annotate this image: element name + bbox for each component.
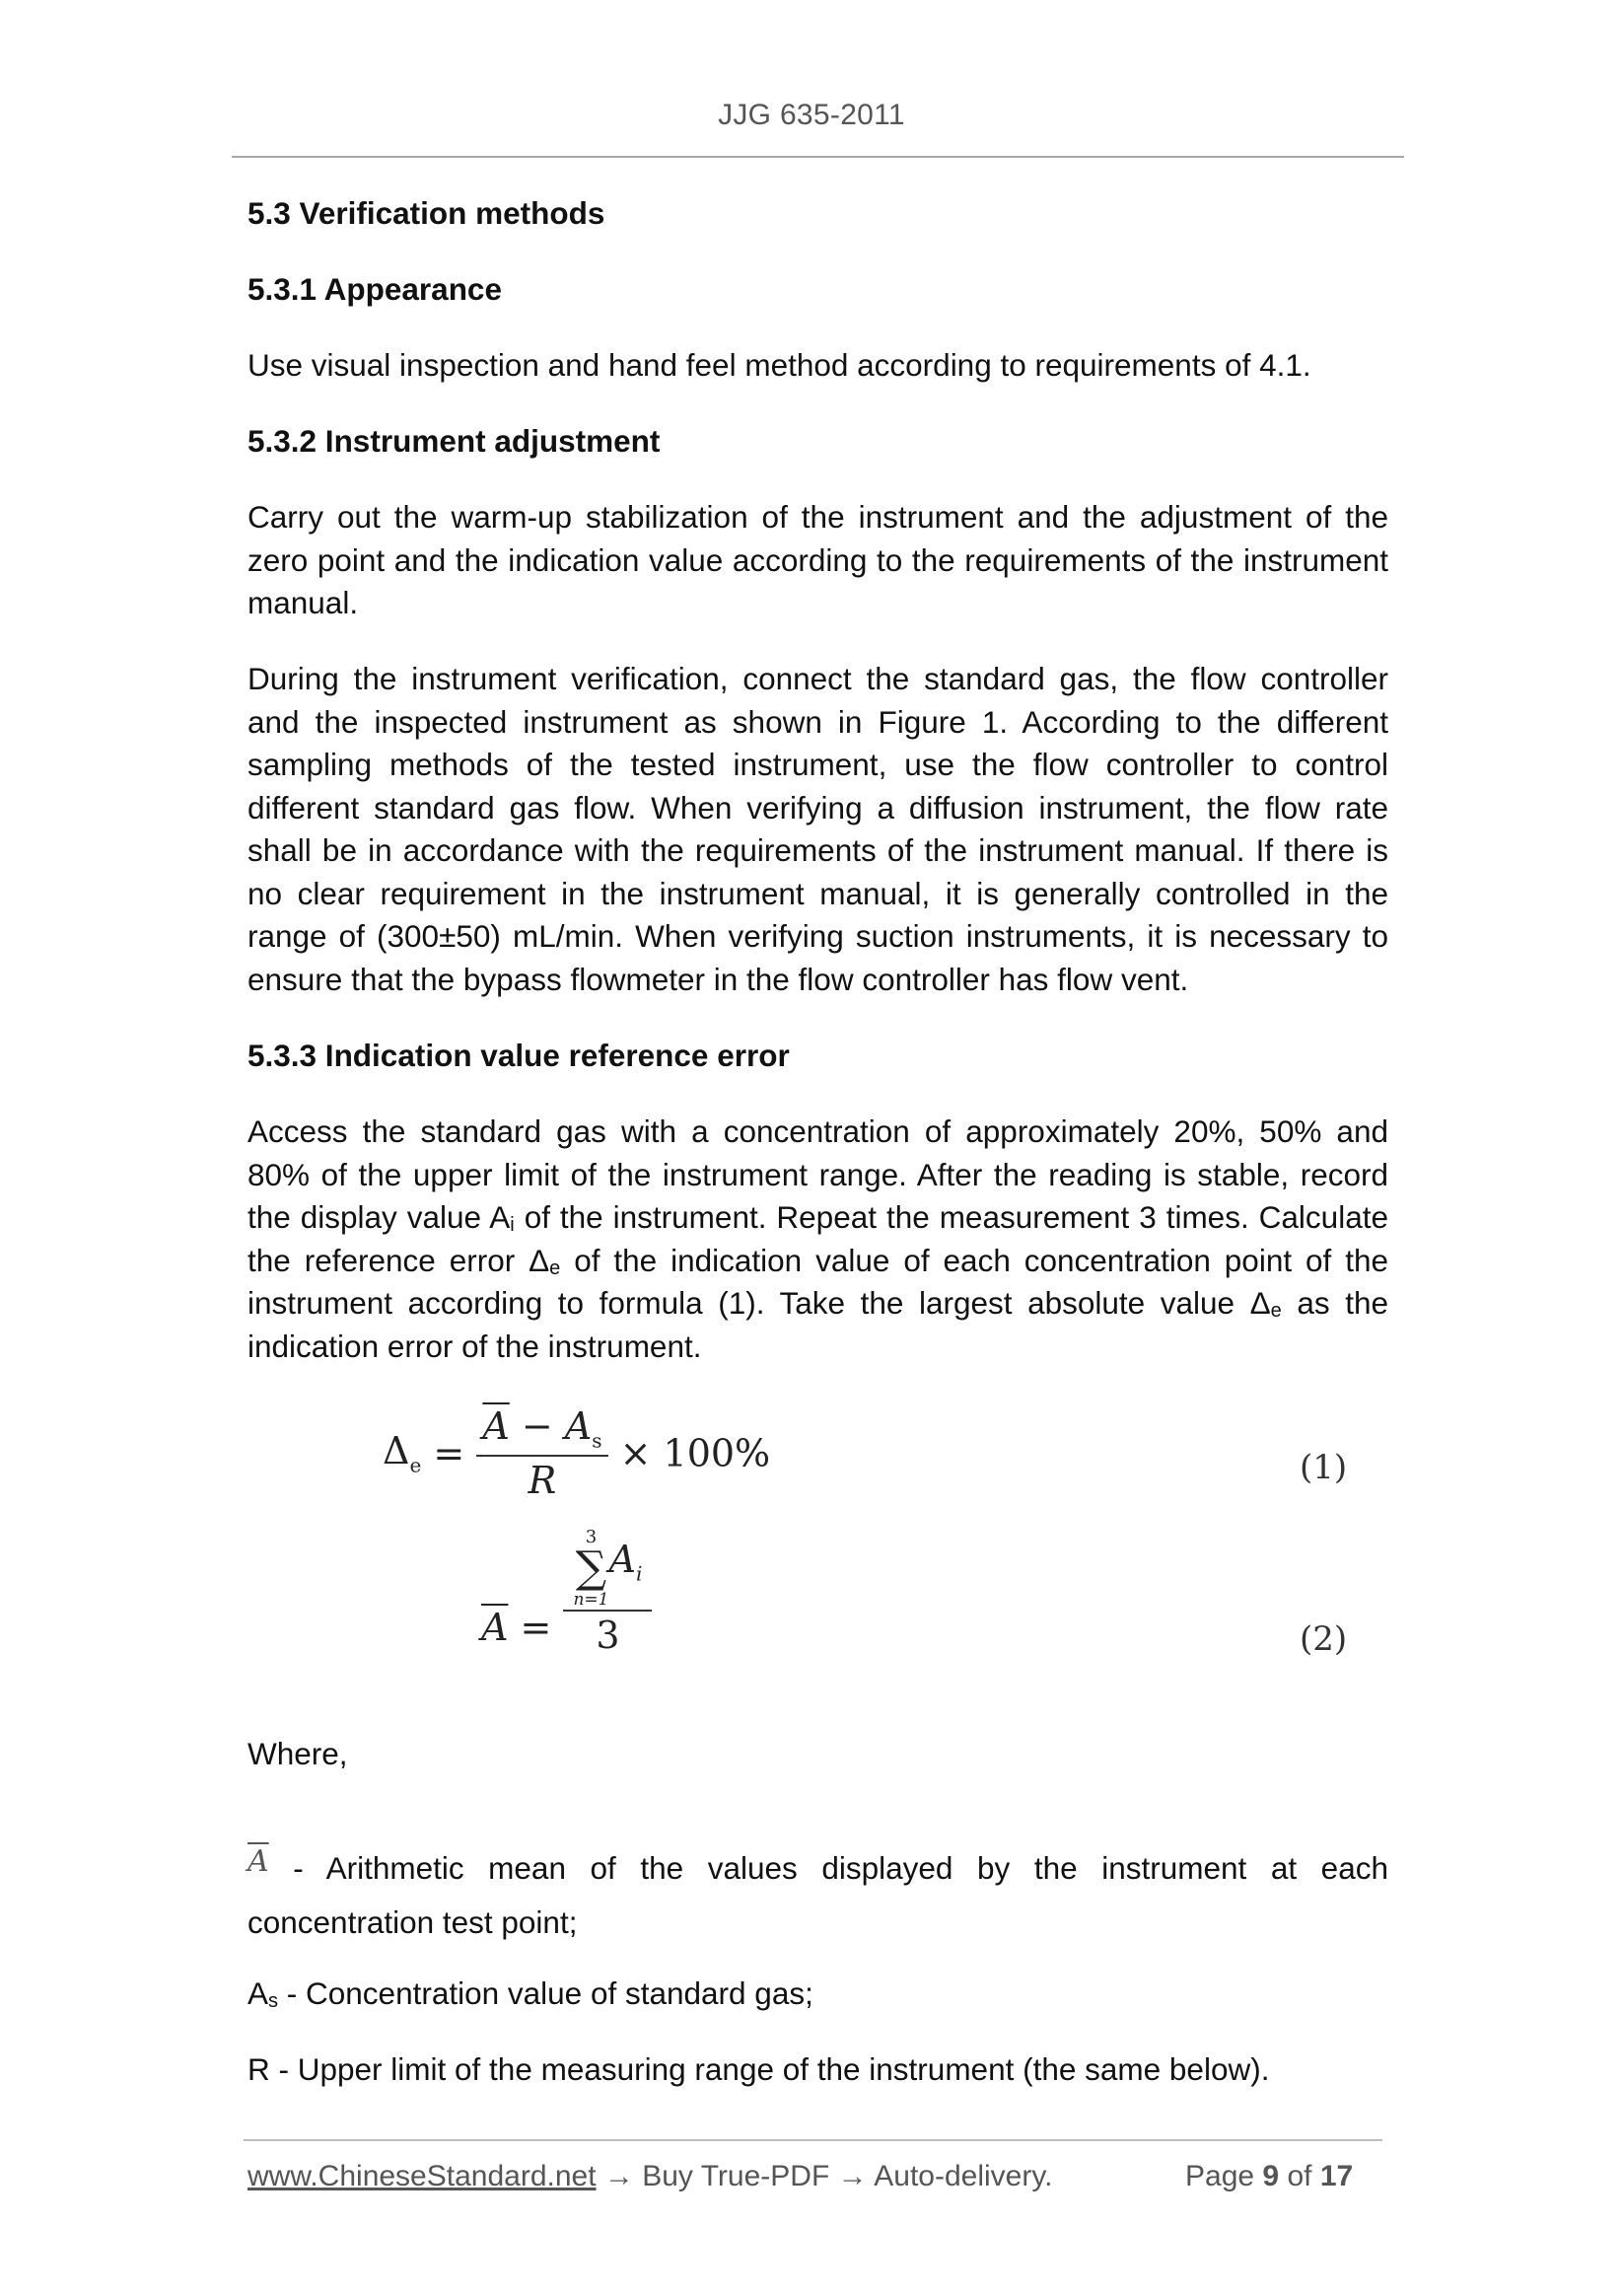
where-intro: Where, [247, 1736, 348, 1771]
formula-2-fraction: 3 ∑ n=1 $A_i$ 3 [563, 1529, 652, 1657]
sum-lower-limit: n=1 [573, 1590, 609, 1610]
footer-tagline: → Buy True-PDF → Auto-delivery. [596, 2160, 1053, 2192]
footer-website-link[interactable]: www.ChineseStandard.net [247, 2160, 597, 2192]
as-description: - Concentration value of standard gas; [278, 1975, 813, 2011]
formula-1-number: (1) [1300, 1448, 1348, 1487]
footer-left [247, 2160, 1052, 2193]
section-heading-5-3: 5.3 Verification methods [247, 195, 605, 231]
page-header-title: JJG 635-2011 [718, 99, 905, 131]
formula-1-times: × 100% [619, 1431, 771, 1475]
page-label: Page [1185, 2160, 1255, 2192]
formula-2-number: (2) [1300, 1619, 1348, 1659]
text-segment: of the indication value of each concentration point of the instrument according to formula (1). Take the largest absolute value Δ [247, 1242, 1388, 1321]
page-current: 9 [1262, 2160, 1280, 2192]
as-symbol: A [247, 1975, 269, 2011]
formula-2 [481, 1529, 652, 1657]
abar-symbol: $\overline{A}$ [247, 1844, 269, 1879]
footer-divider [244, 2139, 1382, 2141]
formula-1-equals: = [433, 1431, 465, 1475]
formula-2-lhs: $\overline{A}$ [481, 1606, 509, 1649]
where-as-definition [247, 1973, 1388, 2016]
section-heading-5-3-2: 5.3.2 Instrument adjustment [247, 423, 661, 459]
paragraph-adjustment-1: Carry out the warm-up stabilization of the instrument and the adjustment of the zero point and the indication value according to the requirements of the instrument manual. [247, 499, 1388, 620]
text-segment: as the indication error of the instrument. [247, 1285, 1388, 1364]
footer-page-indicator [1185, 2160, 1353, 2193]
formula-2-equals: = [520, 1606, 552, 1649]
subscript-e: e [1270, 1300, 1282, 1322]
formula-1-lhs: $\Delta_e$ [383, 1429, 422, 1477]
page-total: 17 [1319, 2160, 1354, 2192]
section-heading-5-3-3: 5.3.3 Indication value reference error [247, 1038, 790, 1073]
paragraph-indication-error [247, 1111, 1388, 1368]
formula-1 [383, 1404, 770, 1502]
subscript-i: i [510, 1214, 515, 1236]
sum-icon: ∑ [575, 1543, 607, 1593]
as-subscript: s [268, 1990, 279, 2012]
section-heading-5-3-1: 5.3.1 Appearance [247, 271, 502, 307]
text-segment: Access the standard gas with a concentration of approximately 20%, 50% and 80% of the upper limit of the instrument range. After the reading is stable, record the display value A [247, 1113, 1388, 1235]
where-r-definition: R - Upper limit of the measuring range of the instrument (the same below). [247, 2051, 1270, 2087]
header-divider [232, 156, 1404, 158]
abar-description: - Arithmetic mean of the values displayed by the instrument at each concentration test point; [247, 1850, 1388, 1940]
text-segment: of the instrument. Repeat the measurement 3 times. Calculate the reference error Δ [247, 1199, 1388, 1278]
page-of: of [1287, 2160, 1312, 2192]
subscript-e: e [549, 1256, 561, 1279]
formula-1-fraction: $\frac{\overline{A} - A_s}{R}$ [476, 1404, 607, 1502]
paragraph-appearance: Use visual inspection and hand feel method according to requirements of 4.1. [247, 347, 1311, 383]
sum-upper-limit: 3 [585, 1527, 598, 1547]
paragraph-adjustment-2: During the instrument verification, connect the standard gas, the flow controller and the inspected instrument as shown in Figure 1. According to the different sampling methods of the tested instrument, use the flow controller to control different standard gas flow. When verifying a diffusion instrument, the flow rate shall be in accordance with the requirements of the instrument manual. If there is no clear requirement in the instrument manual, it is generally controlled in the range of (300±50) mL/min. When verifying suction instruments, it is necessary to ensure that the bypass flowmeter in the flow controller has flow vent. [247, 661, 1388, 997]
where-abar-definition [247, 1834, 1388, 1950]
